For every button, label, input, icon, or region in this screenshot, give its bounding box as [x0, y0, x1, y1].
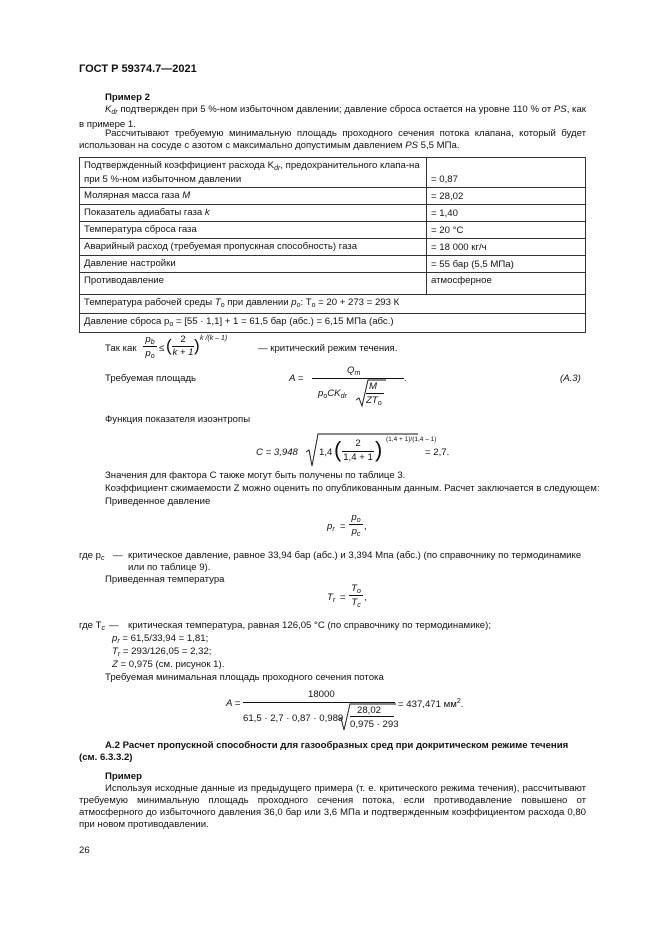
- table-row: [80, 239, 586, 256]
- final-sqrt-numerator: 28,02: [357, 705, 382, 716]
- final-lhs: A =: [226, 698, 241, 709]
- table-row: [80, 273, 586, 295]
- isentrope-exponent: (1,4 + 1)/(1,4 – 1): [386, 436, 437, 443]
- example2-title: Пример 2: [105, 92, 150, 103]
- critical-le: ≤: [159, 343, 165, 354]
- table-row: [80, 256, 586, 273]
- example-paragraph: Используя исходные данные из предыдущего примера (т. е. критического режима течения), рассчитывают требуемую минимальную площадь проходного сечения потока, если противодавление повышено от атмосферного до избыточного давления 36,0 бар или 3,6 МПа и подтвержденным коэффициентом расхода 0,80 при новом противодавлении.: [79, 783, 586, 830]
- table-cell-value: = 1,40: [427, 205, 586, 222]
- table-row: [80, 205, 586, 222]
- pc-dash: —: [113, 550, 123, 561]
- critical-paren-close: ): [194, 336, 200, 355]
- table-cell-label: Аварийный расход (требуемая пропускная способность) газа: [80, 239, 427, 256]
- table-cell-label: Молярная масса газа M: [80, 188, 427, 205]
- value-z: Z = 0,975 (см. рисунок 1).: [112, 659, 225, 670]
- pr-lhs: $p_r$: [327, 521, 335, 533]
- table-cell-label: Противодавление: [80, 273, 427, 295]
- text-line-reduced-pressure: Приведенное давление: [105, 496, 211, 507]
- isentrope-lhs: C = 3,948: [256, 447, 298, 458]
- area-sqrt-denominator: $ZT_o$: [366, 395, 382, 407]
- table-cell-value: = 28,02: [427, 188, 586, 205]
- final-sqrt-denominator: 0,975 · 293: [350, 719, 399, 730]
- table-cell-value: = 0,87: [427, 158, 586, 188]
- table-cell-value: атмосферное: [427, 273, 586, 295]
- table-cell-label: Давление настройки: [80, 256, 427, 273]
- tc-dash: —: [109, 620, 119, 631]
- pc-text-1: критическое давление, равное 33,94 бар (абс.) и 3,394 Мпа (абс.) (по справочнику по термодинамике: [128, 550, 582, 561]
- example2-paragraph-2: Рассчитывают требуемую минимальную площадь проходного сечения потока клапана, который будет использован на сосуде с азотом с максимально допустимым давлением PS 5,5 МПа.: [79, 128, 586, 151]
- example-title: Пример: [105, 771, 142, 782]
- section-title-line-2: (см. 6.3.3.2): [79, 752, 133, 763]
- tr-lhs: $T_r$: [327, 592, 336, 604]
- isentrope-multiplier: 1,4 ·: [319, 447, 339, 458]
- area-sqrt-numerator: M: [369, 381, 377, 392]
- table-cell-value: = 55 бар (5,5 МПа): [427, 256, 586, 273]
- critical-paren-open: (: [166, 336, 172, 355]
- tr-end: ,: [364, 592, 367, 603]
- text-line-factor-c: Значения для фактора C также могут быть получены по таблице 3.: [105, 470, 406, 481]
- area-sqrt-line: [366, 393, 384, 394]
- text-line-compressibility: Коэффициент сжимаемости Z можно оценить по опубликованным данным. Расчет заключается в следующем:: [105, 483, 600, 494]
- critical-exponent: k /(k – 1): [200, 335, 228, 342]
- table-row: [80, 222, 586, 239]
- final-sqrt-line: [350, 716, 394, 717]
- pr-end: ,: [364, 521, 367, 532]
- isentrope-paren-open: (: [334, 437, 342, 462]
- isentrope-fraction: 2 1,4 + 1: [343, 438, 373, 463]
- min-area-label: Требуемая минимальная площадь проходного сечения потока: [105, 672, 384, 683]
- table-cell-value: = 18 000 кг/ч: [427, 239, 586, 256]
- table-row: [80, 158, 586, 188]
- table-cell-label: Показатель адиабаты газа k: [80, 205, 427, 222]
- tr-fraction: $T_o$ $T_c$: [349, 583, 363, 609]
- pc-where: где $p_c$: [79, 550, 105, 562]
- table-cell-pressure: Давление сброса $p_o = [55 \cdot 1,1] + 1 = 61,5$ бар (абс.) = 6,15 МПа (абс.): [80, 314, 586, 333]
- critical-ratio: $p_b$ $p_o$: [143, 334, 157, 360]
- table-cell-label: Подтвержденный коэффициент расхода $K_{dr}$, предохранительного клапа-на при 5 %-ном избыточном давлении: [80, 158, 427, 188]
- pr-eq: =: [340, 521, 346, 532]
- isentrope-label: Функция показателя изоэнтропы: [105, 414, 251, 425]
- page-number: 26: [79, 845, 90, 856]
- value-pr: $p_r = 61,5/33,94 = 1,81$;: [112, 633, 209, 645]
- area-numerator: $Q_m$: [347, 365, 361, 377]
- table-cell-label: Температура сброса газа: [80, 222, 427, 239]
- table-row: [80, 188, 586, 205]
- pr-fraction: $p_o$ $p_c$: [349, 512, 363, 538]
- area-dot: .: [404, 373, 407, 384]
- tc-text: критическая температура, равная 126,05 °C (по справочнику по термодинамике);: [128, 620, 491, 631]
- example2-paragraph-1: $K_{dr}$ подтвержден при 5 %-ном избыточном давлении; давление сброса остается на уровне 110 % от PS, как в примере 1.: [79, 104, 586, 130]
- critical-tail: — критический режим течения.: [258, 343, 398, 354]
- tc-where: где $T_c$: [79, 620, 106, 632]
- area-lhs: A =: [289, 373, 304, 384]
- document-header: ГОСТ Р 59374.7—2021: [79, 63, 197, 75]
- equation-number: (A.3): [560, 373, 581, 384]
- pc-text-2: или по таблице 9).: [128, 562, 211, 573]
- area-label: Требуемая площадь: [105, 373, 197, 384]
- table-row: [80, 295, 586, 314]
- table-row: [80, 314, 586, 333]
- parameters-table: [79, 157, 586, 333]
- table-cell-temperature: Температура рабочей среды $T_o$ при давлении $p_o$: $T_o = 20 + 273 = 293$ К: [80, 295, 586, 314]
- section-title-line-1: А.2 Расчет пропускной способности для газообразных сред при докритическом режиме течения: [105, 740, 569, 751]
- isentrope-paren-close: ): [375, 437, 383, 462]
- final-result: = 437,471 $мм^2$.: [398, 698, 464, 710]
- final-denominator: 61,5 · 2,7 · 0,87 · 0,989: [243, 713, 344, 724]
- isentrope-result: = 2,7.: [425, 447, 450, 458]
- tr-eq: =: [340, 592, 346, 603]
- critical-paren-fraction: 2 k + 1: [172, 334, 194, 358]
- reduced-temperature-label: Приведенная температура: [105, 574, 225, 585]
- area-denominator: $p_oCK_{dr}$: [318, 388, 347, 400]
- final-numerator: 18000: [308, 689, 335, 700]
- value-tr: $T_r = 293/126,05 = 2,32$;: [112, 646, 212, 658]
- critical-lead: Так как: [105, 343, 137, 354]
- table-cell-value: = 20 °C: [427, 222, 586, 239]
